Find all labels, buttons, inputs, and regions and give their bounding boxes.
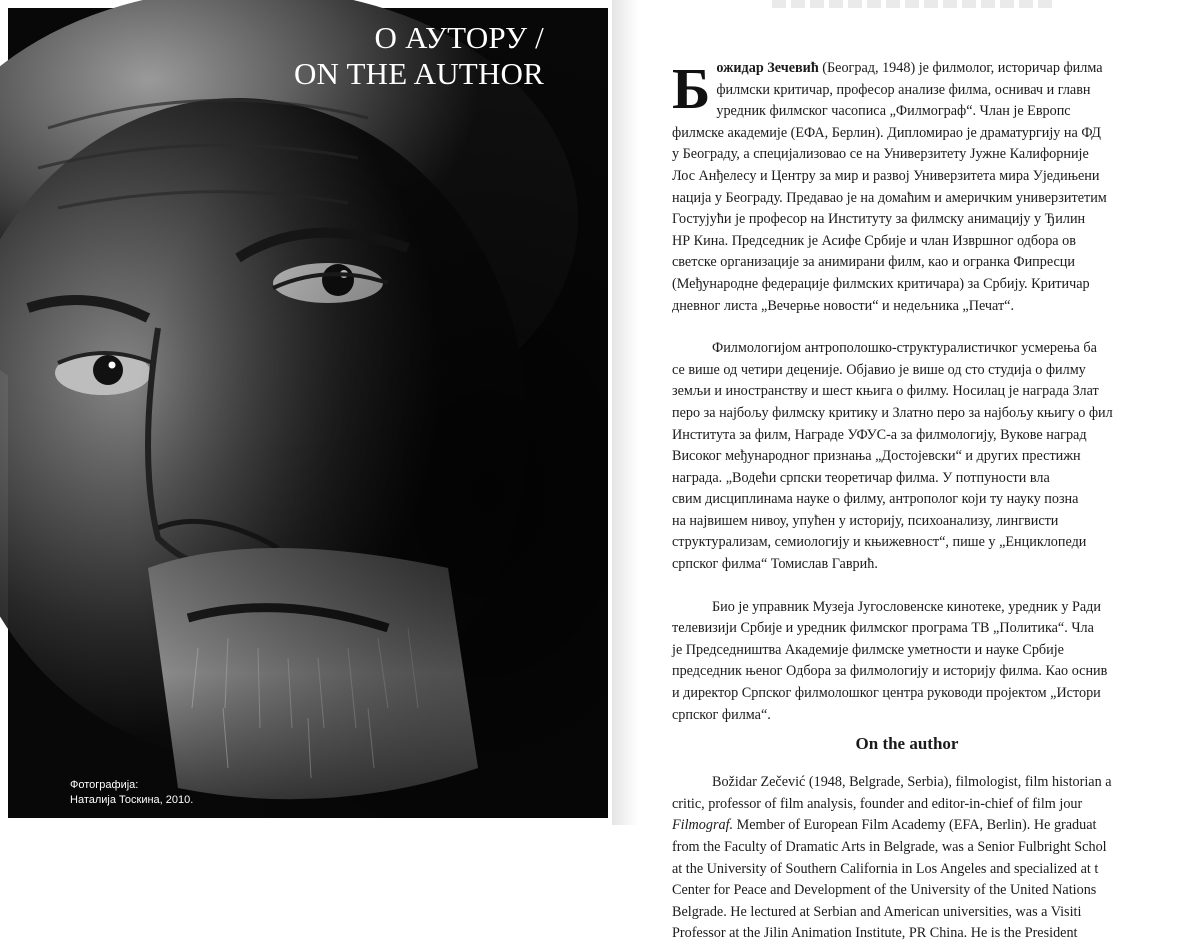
text-line: српског филма“.	[672, 706, 771, 723]
text-line: (Београд, 1948) је филмолог, историчар филма	[818, 60, 1103, 76]
text-line: нација у Београду. Предавао је на домаћим и америчким универзитетим	[672, 189, 1107, 206]
right-page	[612, 0, 1139, 942]
text-column	[672, 58, 1192, 945]
text-line: телевизији Србије и уредник филмског програма ТВ „Политика“. Чла	[672, 620, 1094, 637]
text-line: председник њеног Одбора за филмологију и историју филма. Као оснив	[672, 663, 1108, 680]
photo-caption-label: Фотографија:	[70, 779, 139, 791]
author-portrait-photo	[8, 8, 608, 818]
text-line: from the Faculty of Dramatic Arts in Belgrade, was a Senior Fulbright Schol	[672, 839, 1107, 855]
text-line: Professor at the Jilin Animation Institute, PR China. He is the President	[672, 925, 1078, 942]
serbian-paragraph-3	[672, 597, 1192, 727]
text-line: Филмологијом антрополошко-структуралистичког усмерења ба	[712, 340, 1097, 357]
text-line: свим дисциплинама науке о филму, антрополог који ту науку позна	[672, 491, 1079, 508]
text-line: Belgrade. He lectured at Serbian and American universities, was a Visiti	[672, 903, 1082, 920]
english-section-title: On the author	[855, 734, 959, 754]
photo-caption	[70, 778, 193, 808]
photo-caption-credit: Наталија Тоскина, 2010.	[70, 794, 194, 806]
text-line: се више од четири деценије. Објавио је више од сто студија о филму	[672, 361, 1086, 378]
text-line: и директор Српског филмолошког центра руководи пројектом „Истори	[672, 685, 1101, 702]
text-line: перо за најбољу филмску критику и Златно перо за најбољу књигу о фил	[672, 404, 1113, 421]
text-line: (Међународне федерације филмских критичара) за Србију. Критичар	[672, 275, 1090, 292]
author-name: ожидар Зечевић	[716, 60, 819, 76]
heading-serbian: О АУТОРУ /	[374, 20, 544, 55]
text-line: Center for Peace and Development of the University of the United Nations	[672, 882, 1097, 899]
text-line: српског филма“ Томислав Гаврић.	[672, 556, 878, 573]
serbian-paragraph-2	[672, 338, 1192, 576]
text-line: critic, professor of film analysis, founder and editor-in-chief of film jour	[672, 795, 1083, 812]
text-line: светске организације за анимирани филм, као и огранка Фипресци	[672, 254, 1075, 271]
text-line: дневног листа „Вечерње новости“ и недељника „Печат“.	[672, 297, 1015, 314]
text-line: филмске академије (ЕФА, Берлин). Дипломирао је драматургију на ФД	[672, 124, 1101, 141]
text-line: НР Кина. Председник је Асифе Србије и члан Извршног одбора ов	[672, 232, 1076, 249]
text-line: награда. „Водећи српски теоретичар филма. У потпуности вла	[672, 469, 1050, 486]
text-line: је Председништва Академије филмске уметности и науке Србије	[672, 641, 1064, 658]
text-line: у Београду, а специјализовао се на Универзитету Јужне Калифорније	[672, 146, 1089, 163]
text-line: земљи и иностранству и шест књига о филму. Носилац је награда Злат	[672, 383, 1099, 400]
heading-english: ON THE AUTHOR	[293, 56, 544, 91]
gutter-shadow	[612, 0, 638, 825]
text-line: Member of European Film Academy (EFA, Berlin). He graduat	[733, 817, 1097, 834]
drop-cap: Б	[672, 56, 711, 121]
english-bio-paragraph	[672, 772, 1192, 945]
section-heading	[294, 20, 544, 92]
text-line: филмски критичар, професор анализе филма, оснивач и главн	[716, 81, 1091, 98]
text-line: Božidar Zečević (1948, Belgrade, Serbia), filmologist, film historian a	[712, 774, 1112, 791]
bleed-through-text	[772, 0, 1052, 22]
journal-name: Filmograf.	[672, 817, 734, 834]
text-line: на највишем нивоу, упућен у историју, психоанализу, лингвисти	[672, 512, 1059, 529]
left-page	[8, 8, 608, 818]
text-line: Института за филм, Награде УФУС-а за филмологију, Вукове наград	[672, 426, 1087, 443]
text-line: Високог међународног признања „Достојевски“ и других престижн	[672, 448, 1081, 465]
text-line: Гостујући је професор на Институту за филмску анимацију у Ђилин	[672, 211, 1086, 228]
text-line: Лос Анђелесу и Центру за мир и развој Универзитета мира Уједињени	[672, 167, 1100, 184]
text-line: структурализам, семиологију и књижевност“, пише у „Енциклопеди	[672, 534, 1087, 551]
serbian-bio-paragraph	[672, 58, 1192, 317]
text-line: уредник филмског часописа „Филмограф“. Члан је Европс	[716, 103, 1071, 120]
text-line: Био је управник Музеја Југословенске кинотеке, уредник у Ради	[712, 598, 1101, 615]
text-line: at the University of Southern California in Los Angeles and specialized at t	[672, 860, 1099, 877]
